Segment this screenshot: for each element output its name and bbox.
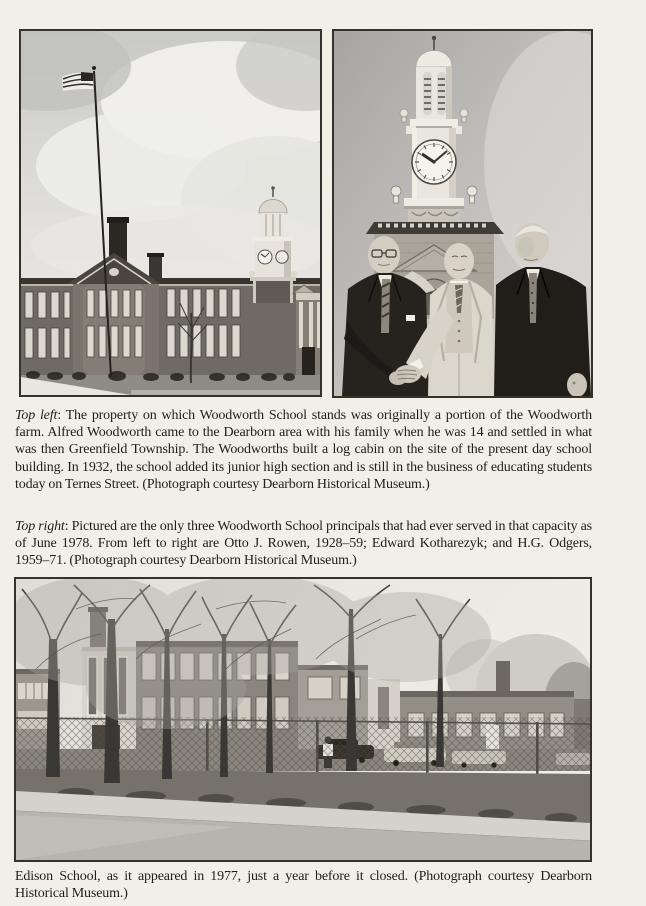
caption-top-right-text: : Pictured are the only three Woodworth School principals that had ever served in that capacity as of June 1978. From left to right are Otto J. Rowen, 1928–59; Edward Kotharezyk; and H.G. Odgers, 1959–71. (Photograph courtesy Dearborn Historical Museum.) [15,519,592,569]
caption-top-right-lead: Top right [15,519,65,534]
caption-bottom-text: Edison School, as it appeared in 1977, just a year before it closed. (Photograph courtesy Dearborn Historical Museum.) [15,869,592,902]
caption-top-left-text: : The property on which Woodworth School stands was originally a portion of the Woodworth farm. Alfred Woodworth came to the Dearborn area with his family when he was 14 and settled in what was then Greenfield Township. The Woodworths built a log cabin on the site of the present day school building. In 1932, the school added its junior high section and is still in the business of educating students today on Ternes Street. (Photograph courtesy Dearborn Historical Museum.) [15,408,592,492]
edison-school-illustration [16,579,590,860]
chain-link-fence [16,717,590,774]
caption-top-right [15,518,592,570]
photo-woodworth-school [19,29,322,397]
caption-top-left-lead: Top left [15,408,58,423]
caption-top-left [15,407,592,493]
caption-bottom [15,868,592,902]
principals-illustration [334,31,591,396]
photo-edison-school [14,577,592,862]
woodworth-school-illustration [21,31,320,395]
photo-woodworth-principals [332,29,593,398]
